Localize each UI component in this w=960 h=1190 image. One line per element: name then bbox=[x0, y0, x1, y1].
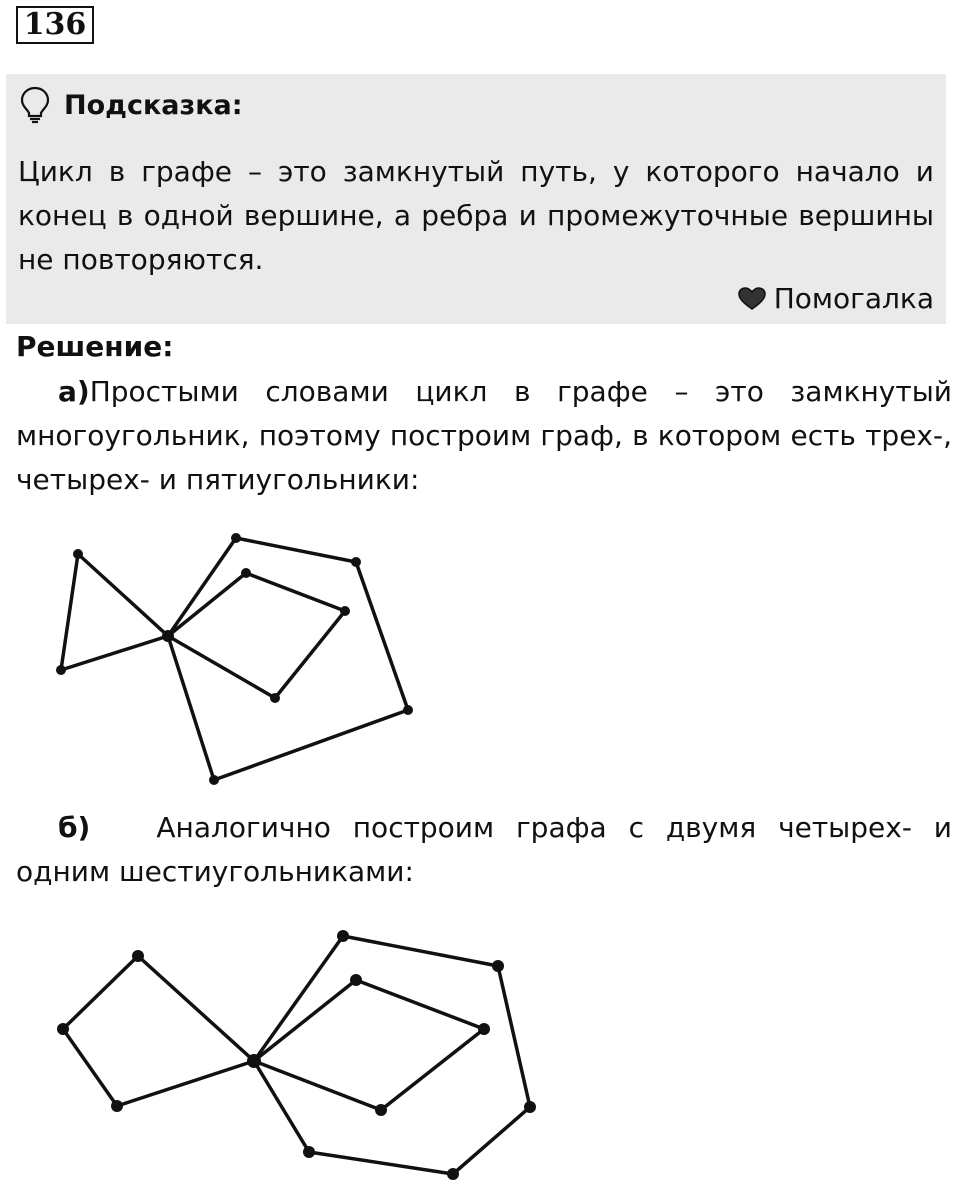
graph-a-vertex bbox=[351, 557, 361, 567]
graph-a-vertex bbox=[270, 693, 280, 703]
graph-b-vertex bbox=[111, 1100, 123, 1112]
brand-label bbox=[738, 282, 934, 315]
graph-b-edge bbox=[254, 1061, 381, 1110]
graph-b-vertex bbox=[447, 1168, 459, 1180]
graph-a-edge bbox=[214, 710, 408, 780]
hint-box bbox=[6, 74, 946, 324]
graph-b-vertex bbox=[350, 974, 362, 986]
graph-b-vertex bbox=[375, 1104, 387, 1116]
graph-b-edge bbox=[63, 1029, 117, 1106]
graph-b-edge bbox=[381, 1029, 484, 1110]
graph-a-vertex bbox=[403, 705, 413, 715]
graph-b-edge bbox=[117, 1061, 254, 1106]
graph-a-vertex bbox=[340, 606, 350, 616]
graph-a-edge bbox=[61, 554, 78, 670]
graph-a-edge bbox=[246, 573, 345, 611]
heart-icon bbox=[738, 287, 766, 311]
graph-b-edge bbox=[63, 956, 138, 1029]
graph-a-edge bbox=[356, 562, 408, 710]
brand-name: Помогалка bbox=[773, 282, 934, 315]
graph-a-vertex bbox=[162, 630, 174, 642]
graph-a-edge bbox=[236, 538, 356, 562]
lightbulb-icon bbox=[20, 86, 50, 124]
hint-title: Подсказка: bbox=[64, 89, 243, 121]
part-b-label: б) bbox=[58, 811, 91, 844]
graph-b-edge bbox=[254, 936, 343, 1061]
graph-a-edge bbox=[61, 636, 168, 670]
graph-b-edge bbox=[138, 956, 254, 1061]
graph-a-vertex bbox=[209, 775, 219, 785]
task-number: 136 bbox=[16, 6, 94, 44]
part-b-text: Аналогично построим графа с двумя четырех- и одним шестиугольниками: bbox=[16, 811, 952, 888]
graph-a-vertex bbox=[231, 533, 241, 543]
graph-b-vertex bbox=[132, 950, 144, 962]
graph-b-edge bbox=[498, 966, 530, 1107]
graph-b-edges bbox=[63, 936, 530, 1174]
solution-part-a bbox=[16, 370, 952, 502]
graph-b-vertex bbox=[337, 930, 349, 942]
graph-a-vertex bbox=[56, 665, 66, 675]
graph-a-edges bbox=[61, 538, 408, 780]
graph-b-edge bbox=[254, 1061, 309, 1152]
graph-a-edge bbox=[275, 611, 345, 698]
part-a-label: а) bbox=[58, 375, 90, 408]
graph-b-vertex bbox=[492, 960, 504, 972]
graph-b-vertex bbox=[57, 1023, 69, 1035]
graph-b-edge bbox=[453, 1107, 530, 1174]
graph-b-vertex bbox=[247, 1054, 261, 1068]
solution-title: Решение: bbox=[16, 330, 174, 363]
graph-a-edge bbox=[168, 538, 236, 636]
graph-b-vertex bbox=[478, 1023, 490, 1035]
graph-b-edge bbox=[356, 980, 484, 1029]
graph-a-vertex bbox=[73, 549, 83, 559]
graph-b-edge bbox=[343, 936, 498, 966]
graph-b-edge bbox=[309, 1152, 453, 1174]
graph-a-edge bbox=[78, 554, 168, 636]
graph-b-vertex bbox=[524, 1101, 536, 1113]
hint-header bbox=[20, 86, 243, 124]
part-a-text: Простыми словами цикл в графе – это замкнутый многоугольник, поэтому построим граф, в котором есть трех-, четырех- и пятиугольники: bbox=[16, 375, 952, 496]
solution-part-b bbox=[16, 806, 952, 894]
hint-text: Цикл в графе – это замкнутый путь, у которого начало и конец в одной вершине, а ребра и промежуточные вершины не повторяются. bbox=[18, 155, 934, 276]
graph-b-vertex bbox=[303, 1146, 315, 1158]
graph-a bbox=[0, 530, 440, 790]
graph-b bbox=[0, 920, 560, 1185]
graph-a-vertex bbox=[241, 568, 251, 578]
graph-b-vertices bbox=[57, 930, 536, 1180]
